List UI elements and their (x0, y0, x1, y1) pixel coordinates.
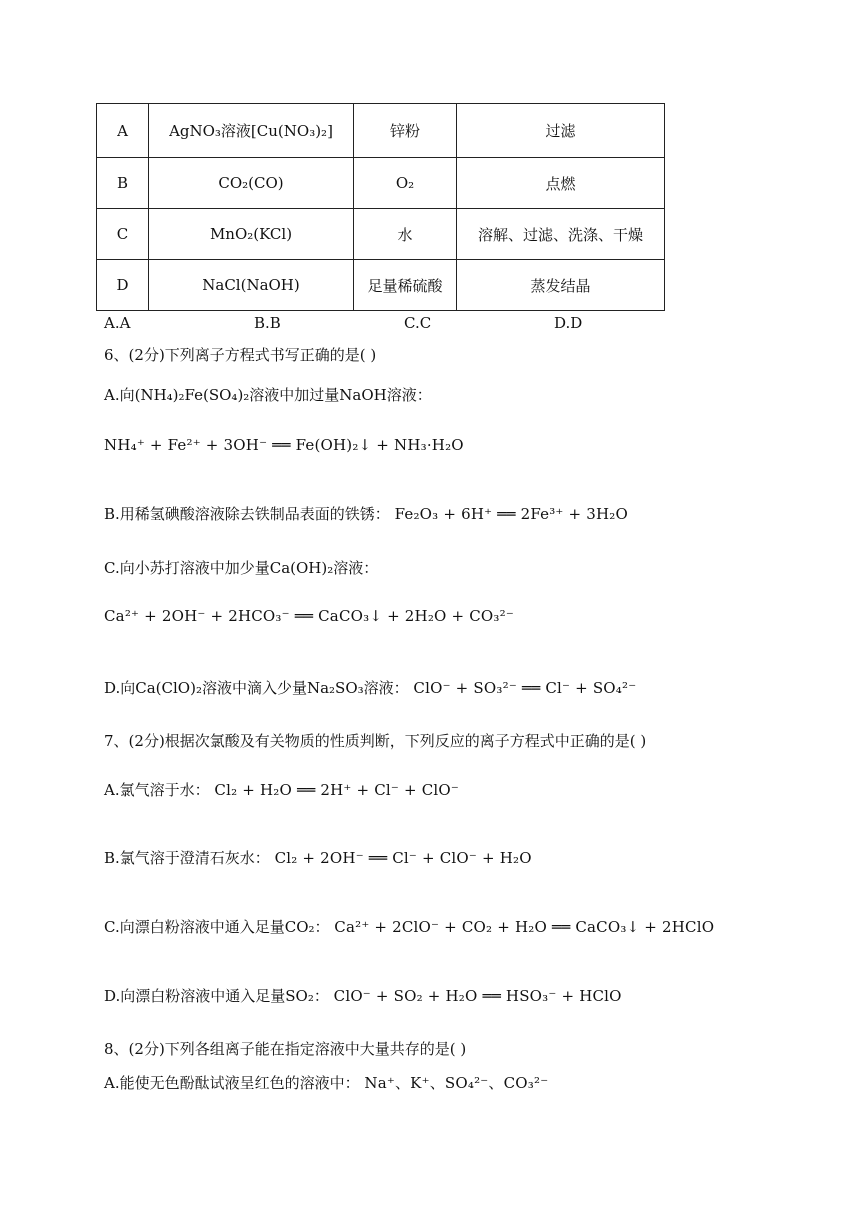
q7-option-d (104, 985, 622, 1006)
q6-stem: 6、(2分)下列离子方程式书写正确的是( ) (104, 346, 377, 364)
q7-option-b (104, 847, 532, 868)
q7-option-c (104, 916, 714, 937)
q8-option-a (104, 1072, 548, 1093)
row-label: C (97, 209, 149, 260)
q7-option-b-text: B.氯气溶于澄清石灰水： (104, 849, 270, 867)
q7-option-c-text: C.向漂白粉溶液中通入足量CO₂： (104, 918, 330, 936)
q6-option-d-text: D.向Ca(ClO)₂溶液中滴入少量Na₂SO₃溶液： (104, 679, 409, 697)
substance-cell: AgNO₃溶液[Cu(NO₃)₂] (149, 104, 354, 158)
q6-option-d (104, 677, 636, 698)
q6-option-c: C.向小苏打溶液中加少量Ca(OH)₂溶液： (104, 559, 379, 577)
table-row (97, 260, 665, 311)
reagent-cell: 水 (354, 209, 457, 260)
method-cell: 点燃 (457, 158, 665, 209)
row-label: B (97, 158, 149, 209)
q7-equation-d: ClO⁻ + SO₂ + H₂O ══ HSO₃⁻ + HClO (333, 987, 622, 1005)
row-label: D (97, 260, 149, 311)
q7-option-d-text: D.向漂白粉溶液中通入足量SO₂： (104, 987, 329, 1005)
choice-d: D.D (554, 314, 583, 332)
q7-equation-b: Cl₂ + 2OH⁻ ══ Cl⁻ + ClO⁻ + H₂O (274, 849, 532, 867)
q8-stem: 8、(2分)下列各组离子能在指定溶液中大量共存的是( ) (104, 1040, 467, 1058)
q6-equation-a: NH₄⁺ + Fe²⁺ + 3OH⁻ ══ Fe(OH)₂↓ + NH₃·H₂O (104, 436, 464, 454)
options-table (96, 103, 665, 311)
substance-cell: CO₂(CO) (149, 158, 354, 209)
q7-equation-c: Ca²⁺ + 2ClO⁻ + CO₂ + H₂O ══ CaCO₃↓ + 2HClO (334, 918, 715, 936)
method-cell: 溶解、过滤、洗涤、干燥 (457, 209, 665, 260)
substance-cell: NaCl(NaOH) (149, 260, 354, 311)
q6-option-b-text: B.用稀氢碘酸溶液除去铁制品表面的铁锈： (104, 505, 390, 523)
row-label: A (97, 104, 149, 158)
q6-option-a: A.向(NH₄)₂Fe(SO₄)₂溶液中加过量NaOH溶液： (104, 386, 432, 404)
q7-option-a-text: A.氯气溶于水： (104, 781, 210, 799)
q7-option-a (104, 779, 459, 800)
reagent-cell: 足量稀硫酸 (354, 260, 457, 311)
q6-equation-d: ClO⁻ + SO₃²⁻ ══ Cl⁻ + SO₄²⁻ (413, 679, 637, 697)
choice-c: C.C (404, 314, 432, 332)
q6-option-b (104, 503, 628, 524)
q6-equation-c: Ca²⁺ + 2OH⁻ + 2HCO₃⁻ ══ CaCO₃↓ + 2H₂O + CO₃²⁻ (104, 607, 514, 625)
choice-b: B.B (254, 314, 281, 332)
method-cell: 过滤 (457, 104, 665, 158)
q5-choices (104, 314, 664, 334)
table-row (97, 104, 665, 158)
method-cell: 蒸发结晶 (457, 260, 665, 311)
table-row (97, 158, 665, 209)
q8-option-a-text: A.能使无色酚酞试液呈红色的溶液中： (104, 1074, 360, 1092)
table-row (97, 209, 665, 260)
q6-equation-b: Fe₂O₃ + 6H⁺ ══ 2Fe³⁺ + 3H₂O (394, 505, 628, 523)
choice-a: A.A (104, 314, 131, 332)
reagent-cell: 锌粉 (354, 104, 457, 158)
substance-cell: MnO₂(KCl) (149, 209, 354, 260)
q7-stem: 7、(2分)根据次氯酸及有关物质的性质判断，下列反应的离子方程式中正确的是( ) (104, 732, 647, 750)
q7-equation-a: Cl₂ + H₂O ══ 2H⁺ + Cl⁻ + ClO⁻ (214, 781, 460, 799)
q8-equation-a: Na⁺、K⁺、SO₄²⁻、CO₃²⁻ (364, 1074, 549, 1092)
reagent-cell: O₂ (354, 158, 457, 209)
